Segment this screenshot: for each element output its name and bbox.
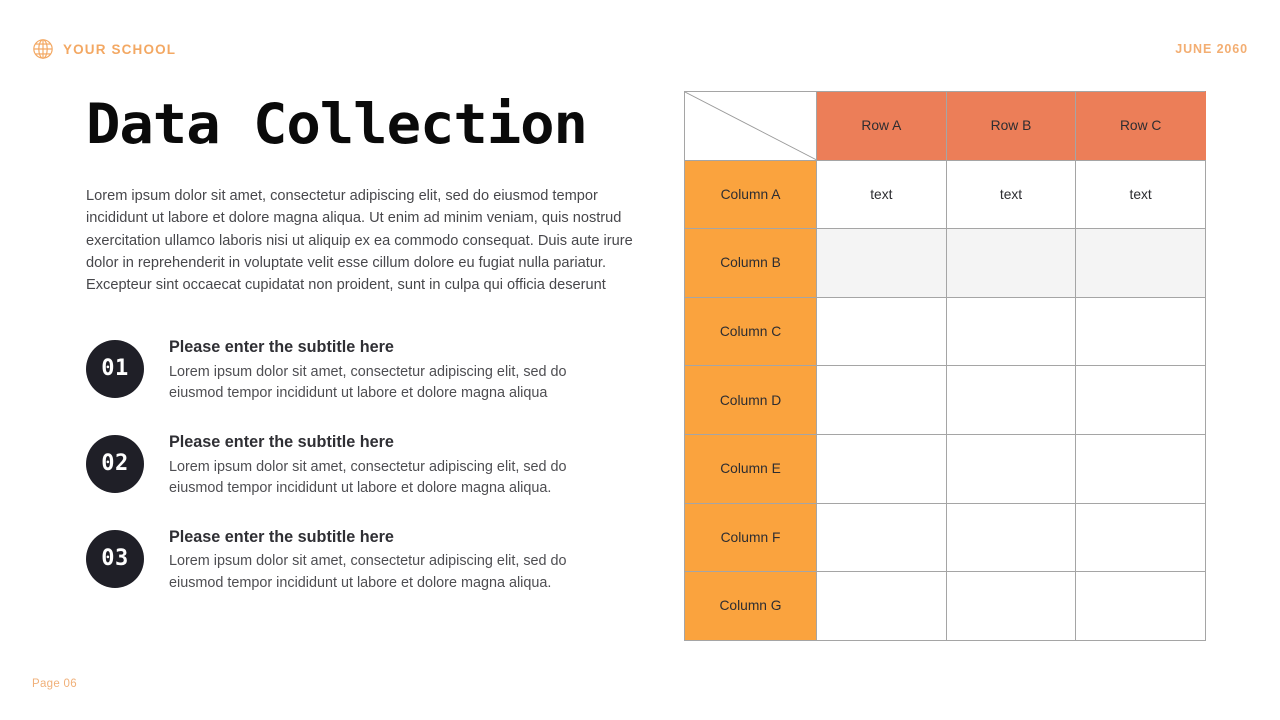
feature-number-badge: 03 [86,530,144,588]
row-header-b[interactable]: Row B [946,92,1076,161]
feature-text-block [169,335,621,405]
column-header-d[interactable]: Column D [685,366,817,435]
feature-list [86,335,646,595]
diagonal-divider-icon [685,92,816,160]
row-header-c[interactable]: Row C [1076,92,1206,161]
brand-name: YOUR SCHOOL [63,41,177,57]
list-item [86,430,646,500]
table-cell[interactable] [817,503,947,572]
table-cell[interactable] [946,229,1076,298]
feature-title: Please enter the subtitle here [169,337,394,356]
table-row [685,366,1206,435]
feature-description: Lorem ipsum dolor sit amet, consectetur adipiscing elit, sed do eiusmod tempor incididunt ut labore et dolore magna aliqua. [169,553,567,591]
table-cell[interactable] [817,229,947,298]
table-cell[interactable] [1076,229,1206,298]
table-cell[interactable]: text [817,160,947,229]
feature-text-block [169,525,621,595]
list-item [86,525,646,595]
feature-description: Lorem ipsum dolor sit amet, consectetur adipiscing elit, sed do eiusmod tempor incididunt ut labore et dolore magna aliqua. [169,458,567,496]
feature-number-badge: 02 [86,435,144,493]
feature-description: Lorem ipsum dolor sit amet, consectetur adipiscing elit, sed do eiusmod tempor incididunt ut labore et dolore magna aliqua [169,363,567,402]
feature-number-badge: 01 [86,340,144,398]
table-cell[interactable] [817,366,947,435]
column-header-a[interactable]: Column A [685,160,817,229]
table-cell[interactable] [946,572,1076,641]
table-cell[interactable] [817,297,947,366]
table-cell[interactable] [817,572,947,641]
feature-title: Please enter the subtitle here [169,527,394,546]
table-cell[interactable] [946,366,1076,435]
left-content-column [86,92,646,594]
brand-block [32,38,176,60]
data-table-container [684,91,1206,641]
table-row [685,297,1206,366]
table-row [685,572,1206,641]
table-row [685,434,1206,503]
feature-text-block [169,430,621,500]
table-cell[interactable] [946,434,1076,503]
table-cell[interactable]: text [1076,160,1206,229]
table-header-row [685,92,1206,161]
list-item [86,335,646,405]
table-cell[interactable] [1076,572,1206,641]
page-number: Page 06 [32,678,77,690]
table-row [685,160,1206,229]
table-cell[interactable] [946,503,1076,572]
column-header-f[interactable]: Column F [685,503,817,572]
row-header-a[interactable]: Row A [817,92,947,161]
page-title: Data Collection [86,92,587,156]
table-row [685,229,1206,298]
table-corner-cell [685,92,817,161]
intro-paragraph: Lorem ipsum dolor sit amet, consectetur adipiscing elit, sed do eiusmod tempor incididunt ut labore et dolore magna aliqua. Ut enim ad minim veniam, quis nostrud exercitation ullamco laboris nisi ut aliquip ex ea commodo consequat. Duis aute irure dolor in reprehenderit in voluptate velit esse cillum dolore eu fugiat nulla pariatur. Excepteur sint occaecat cupidatat non proident, sunt in culpa qui officia deserunt [86,187,633,294]
table-cell[interactable] [946,297,1076,366]
table-row [685,503,1206,572]
table-cell[interactable] [1076,366,1206,435]
data-table [684,91,1206,641]
column-header-b[interactable]: Column B [685,229,817,298]
feature-title: Please enter the subtitle here [169,432,394,451]
table-cell[interactable] [1076,297,1206,366]
table-cell[interactable] [817,434,947,503]
table-cell[interactable]: text [946,160,1076,229]
table-cell[interactable] [1076,503,1206,572]
column-header-c[interactable]: Column C [685,297,817,366]
header-date: JUNE 2060 [1175,42,1248,56]
table-cell[interactable] [1076,434,1206,503]
slide-header [32,36,1248,62]
column-header-e[interactable]: Column E [685,434,817,503]
column-header-g[interactable]: Column G [685,572,817,641]
globe-icon [32,38,54,60]
